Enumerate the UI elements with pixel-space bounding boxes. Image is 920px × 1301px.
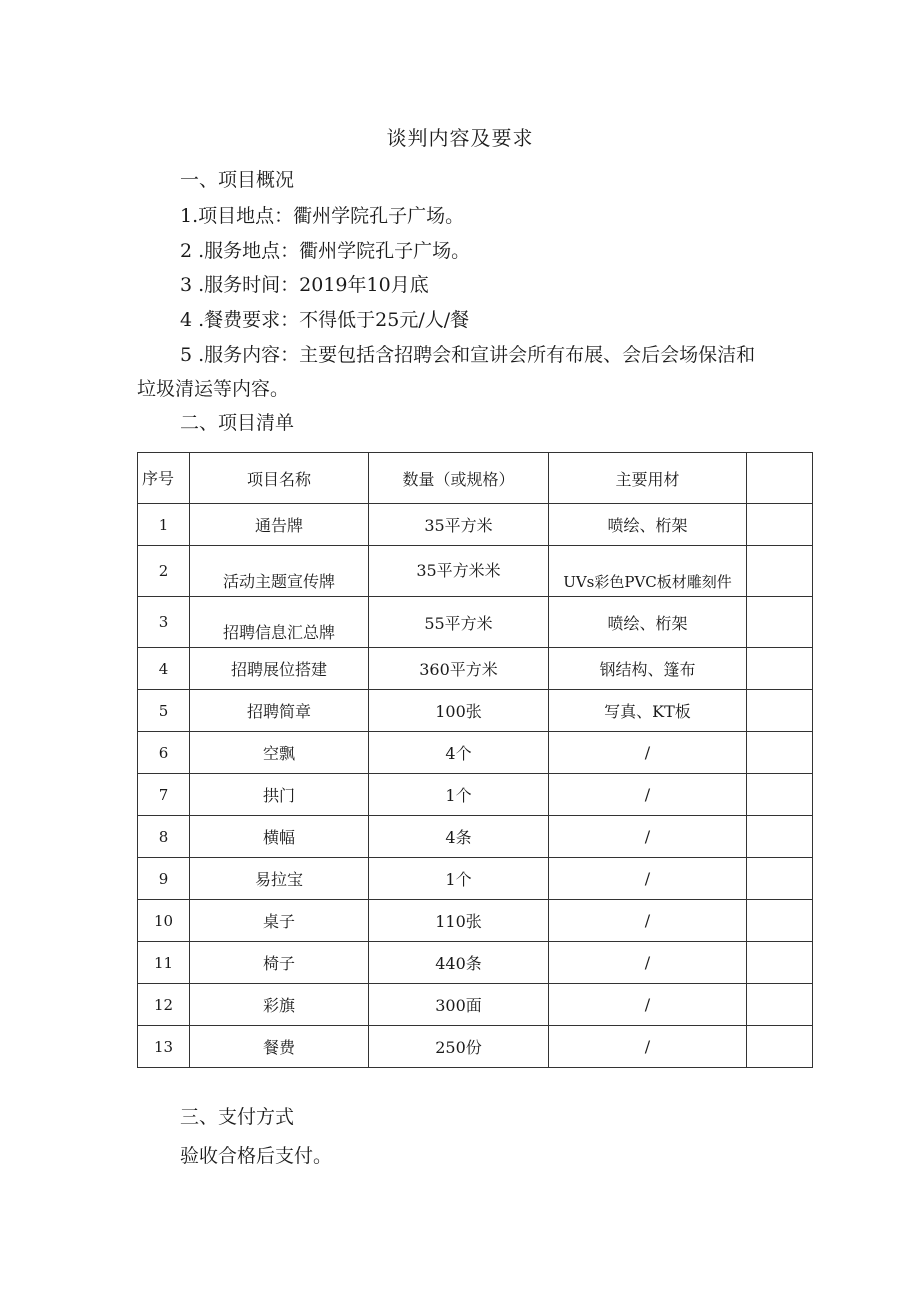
cell-qty: 4条 [369,816,549,858]
table-row [138,942,813,984]
cell-seq: 4 [138,648,190,690]
table-row [138,816,813,858]
header-extra [747,453,813,504]
service-location: 2 .服务地点：衢州学院孔子广场。 [180,240,471,262]
section3-heading: 三、支付方式 [180,1106,295,1128]
cell-seq: 3 [138,597,190,648]
table-row [138,984,813,1026]
cell-qty: 110张 [369,900,549,942]
table-row [138,732,813,774]
service-content: 5 .服务内容：主要包括含招聘会和宣讲会所有布展、会后会场保洁和 [180,344,756,366]
cell-material: / [549,942,747,984]
cell-material: / [549,1026,747,1068]
cell-name: 招聘信息汇总牌 [190,597,369,648]
document-title: 谈判内容及要求 [386,126,534,150]
cell-material: 写真、KT板 [549,690,747,732]
cell-name: 餐费 [190,1026,369,1068]
table-row [138,858,813,900]
cell-material: / [549,774,747,816]
cell-material: 钢结构、篷布 [549,648,747,690]
cell-seq: 1 [138,504,190,546]
table-row [138,774,813,816]
cell-seq: 13 [138,1026,190,1068]
cell-name: 易拉宝 [190,858,369,900]
table-row [138,504,813,546]
cell-material: / [549,816,747,858]
cell-extra [747,690,813,732]
cell-qty: 300面 [369,984,549,1026]
cell-extra [747,732,813,774]
cell-name: 拱门 [190,774,369,816]
cell-name: 招聘展位搭建 [190,648,369,690]
cell-extra [747,858,813,900]
table-row [138,597,813,648]
cell-extra [747,546,813,597]
cell-name: 彩旗 [190,984,369,1026]
cell-extra [747,984,813,1026]
meal-requirement: 4 .餐费要求：不得低于25元/人/餐 [180,309,470,331]
cell-name: 活动主题宣传牌 [190,546,369,597]
section2-heading: 二、项目清单 [180,412,295,434]
header-name: 项目名称 [190,453,369,504]
cell-material: UVs彩色PVC板材雕刻件 [549,546,747,597]
cell-material: / [549,984,747,1026]
service-content-continued: 垃圾清运等内容。 [137,378,290,400]
cell-name: 椅子 [190,942,369,984]
table-header-row [138,453,813,504]
cell-extra [747,774,813,816]
cell-seq: 11 [138,942,190,984]
cell-seq: 8 [138,816,190,858]
cell-name: 桌子 [190,900,369,942]
cell-qty: 250份 [369,1026,549,1068]
cell-seq: 7 [138,774,190,816]
cell-extra [747,597,813,648]
cell-extra [747,942,813,984]
cell-qty: 35平方米米 [369,546,549,597]
cell-qty: 360平方米 [369,648,549,690]
cell-qty: 1个 [369,774,549,816]
cell-extra [747,648,813,690]
payment-terms: 验收合格后支付。 [180,1145,333,1167]
cell-material: 喷绘、桁架 [549,597,747,648]
header-seq: 序号 [138,453,190,504]
service-time: 3 .服务时间：2019年10月底 [180,274,429,296]
cell-qty: 1个 [369,858,549,900]
cell-seq: 9 [138,858,190,900]
cell-material: / [549,732,747,774]
cell-qty: 35平方米 [369,504,549,546]
section1-heading: 一、项目概况 [180,169,295,191]
cell-material: 喷绘、桁架 [549,504,747,546]
table-row [138,546,813,597]
header-qty: 数量（或规格） [369,453,549,504]
table-row [138,900,813,942]
cell-qty: 100张 [369,690,549,732]
cell-qty: 440条 [369,942,549,984]
project-list-table [137,452,813,1068]
cell-material: / [549,900,747,942]
cell-seq: 6 [138,732,190,774]
header-material: 主要用材 [549,453,747,504]
cell-qty: 4个 [369,732,549,774]
cell-seq: 5 [138,690,190,732]
cell-seq: 12 [138,984,190,1026]
table-row [138,690,813,732]
cell-name: 招聘简章 [190,690,369,732]
project-location: 1.项目地点：衢州学院孔子广场。 [180,205,465,227]
cell-seq: 2 [138,546,190,597]
cell-name: 横幅 [190,816,369,858]
cell-extra [747,900,813,942]
cell-extra [747,1026,813,1068]
cell-extra [747,504,813,546]
cell-material: / [549,858,747,900]
cell-name: 空飘 [190,732,369,774]
table-row [138,648,813,690]
cell-extra [747,816,813,858]
cell-qty: 55平方米 [369,597,549,648]
cell-name: 通告牌 [190,504,369,546]
table-row [138,1026,813,1068]
cell-seq: 10 [138,900,190,942]
